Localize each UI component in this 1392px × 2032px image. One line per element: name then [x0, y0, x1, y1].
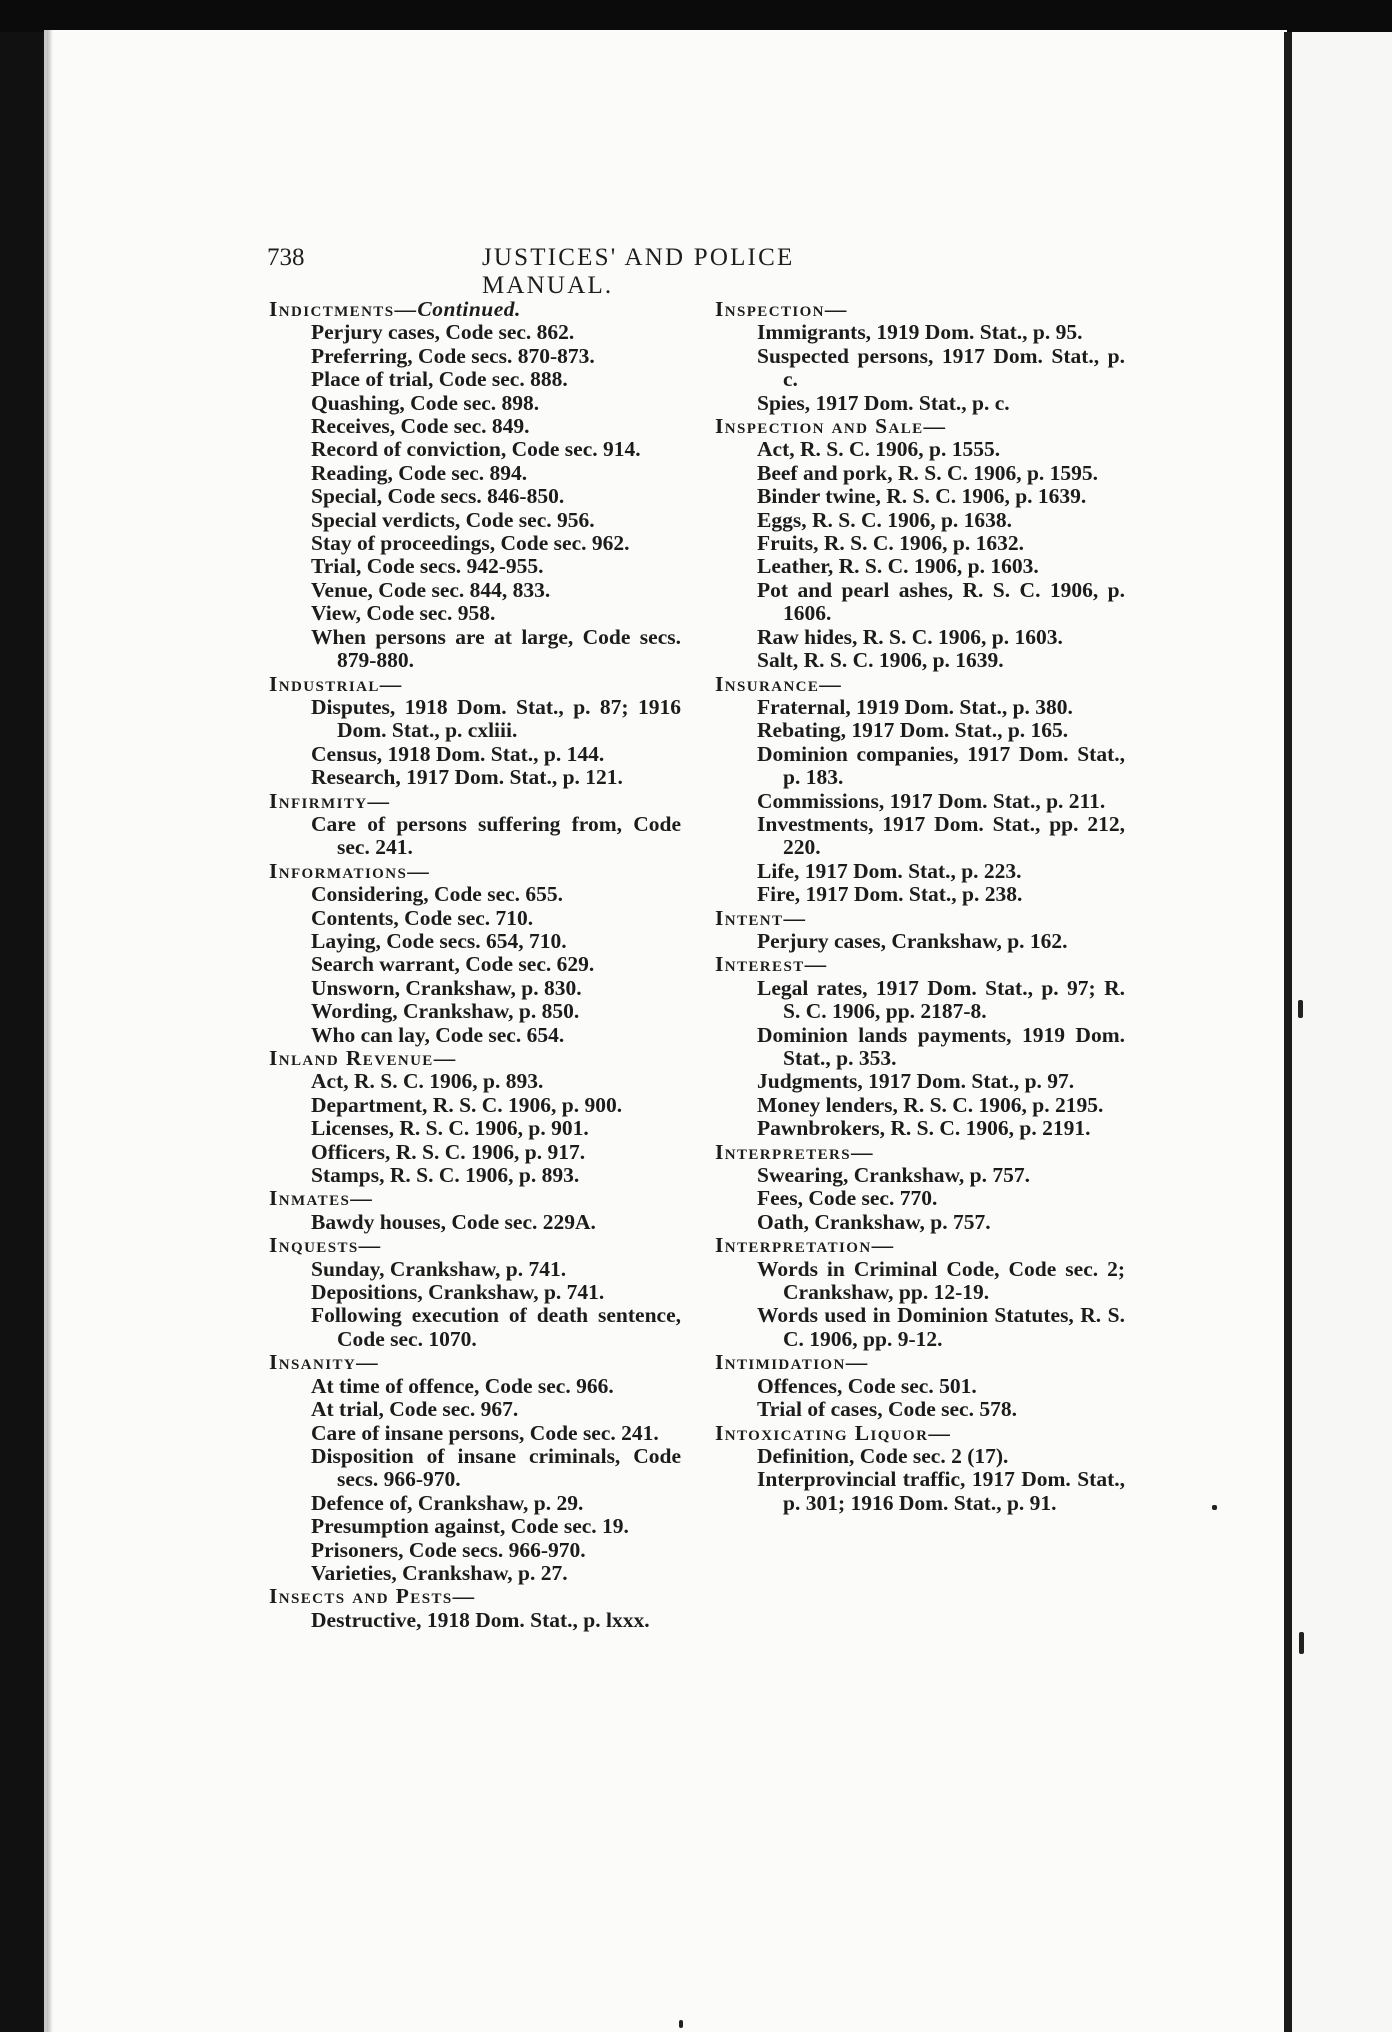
index-subentry: Suspected persons, 1917 Dom. Stat., p. c. [757, 343, 1125, 392]
index-subentry: Perjury cases, Crankshaw, p. 162. [757, 928, 1068, 953]
index-heading [715, 953, 1125, 976]
index-heading-text: Intoxicating Liquor— [715, 1420, 952, 1445]
index-subentry: Interprovincial traffic, 1917 Dom. Stat., p. 301; 1916 Dom. Stat., p. 91. [757, 1467, 1125, 1515]
index-subentry: View, Code sec. 958. [311, 601, 496, 626]
index-subentry: Presumption against, Code sec. 19. [311, 1514, 629, 1539]
index-heading [715, 673, 1125, 696]
index-heading-text: Insanity— [269, 1350, 379, 1375]
scanner-top-border [0, 0, 1392, 32]
index-subentry: Department, R. S. C. 1906, p. 900. [311, 1092, 623, 1117]
index-heading [715, 1234, 1125, 1257]
index-subentry: Preferring, Code secs. 870-873. [311, 343, 595, 368]
index-subentry: Investments, 1917 Dom. Stat., pp. 212, 220. [757, 811, 1125, 860]
index-subentry: Perjury cases, Code sec. 862. [311, 320, 575, 345]
index-subentry: Contents, Code sec. 710. [311, 905, 534, 930]
index-subentry: Dominion lands payments, 1919 Dom. Stat., p. 353. [757, 1022, 1125, 1070]
index-subentry: Trial of cases, Code sec. 578. [757, 1397, 1017, 1422]
running-title: JUSTICES' AND POLICE MANUAL. [482, 244, 795, 299]
index-subentry: Receives, Code sec. 849. [311, 414, 530, 439]
index-heading-text: Inmates— [269, 1186, 374, 1211]
index-subentry: Census, 1918 Dom. Stat., p. 144. [311, 741, 605, 766]
index-heading [269, 1585, 681, 1608]
index-subentry: Defence of, Crankshaw, p. 29. [311, 1490, 584, 1515]
scan-speck [1212, 1505, 1217, 1510]
index-subentry: Place of trial, Code sec. 888. [311, 367, 568, 392]
index-subentry: Words in Criminal Code, Code sec. 2; Crankshaw, pp. 12-19. [757, 1256, 1125, 1305]
index-heading-text: Insects and Pests— [269, 1584, 476, 1609]
index-heading [715, 1351, 1125, 1374]
index-subentry: Act, R. S. C. 1906, p. 893. [311, 1069, 544, 1094]
index-subentry: Venue, Code sec. 844, 833. [311, 577, 551, 602]
page-binding-shadow [47, 30, 53, 2032]
index-subentry: Stamps, R. S. C. 1906, p. 893. [311, 1163, 580, 1188]
index-heading [269, 673, 681, 696]
index-subentry: Wording, Crankshaw, p. 850. [311, 999, 580, 1024]
index-subentry: Spies, 1917 Dom. Stat., p. c. [757, 390, 1010, 415]
index-subentry: Search warrant, Code sec. 629. [311, 952, 595, 977]
index-subentry: Depositions, Crankshaw, p. 741. [311, 1280, 605, 1305]
index-subentry: Record of conviction, Code sec. 914. [311, 437, 641, 462]
index-heading [715, 1141, 1125, 1164]
index-subentry: Act, R. S. C. 1906, p. 1555. [757, 437, 1001, 462]
index-heading [715, 298, 1125, 321]
index-heading [715, 415, 1125, 438]
page-gutter [1284, 32, 1292, 2032]
index-subentry: Disposition of insane criminals, Code secs. 966-970. [311, 1443, 681, 1492]
page-number: 738 [267, 244, 305, 271]
index-subentry: Special verdicts, Code sec. 956. [311, 507, 595, 532]
index-subentry: Bawdy houses, Code sec. 229A. [311, 1209, 596, 1234]
index-subentry: Fruits, R. S. C. 1906, p. 1632. [757, 531, 1024, 556]
index-subentry: Offences, Code sec. 501. [757, 1373, 977, 1398]
index-subentry: Considering, Code sec. 655. [311, 882, 564, 907]
index-heading-text: Interpreters— [715, 1139, 874, 1164]
index-heading-text: Indictments— [269, 297, 418, 321]
index-subentry: Money lenders, R. S. C. 1906, p. 2195. [757, 1092, 1104, 1117]
index-heading-text: Interest— [715, 952, 828, 977]
index-subentry: At trial, Code sec. 967. [311, 1397, 519, 1422]
index-subentry: Raw hides, R. S. C. 1906, p. 1603. [757, 624, 1063, 649]
index-heading-text: Inquests— [269, 1233, 382, 1258]
index-subentry: Unsworn, Crankshaw, p. 830. [311, 975, 582, 1000]
index-subentry: Trial, Code secs. 942-955. [311, 554, 544, 579]
index-heading-text: Inspection— [715, 297, 848, 321]
index-column-left [269, 298, 681, 1632]
index-subentry: Research, 1917 Dom. Stat., p. 121. [311, 765, 623, 790]
index-subentry: Destructive, 1918 Dom. Stat., p. lxxx. [311, 1607, 650, 1632]
index-subentry: Judgments, 1917 Dom. Stat., p. 97. [757, 1069, 1075, 1094]
index-subentry: Who can lay, Code sec. 654. [311, 1022, 565, 1047]
index-subentry: Disputes, 1918 Dom. Stat., p. 87; 1916 Dom. Stat., p. cxliii. [311, 694, 681, 743]
index-subentry: Legal rates, 1917 Dom. Stat., p. 97; R. S. C. 1906, pp. 2187-8. [757, 975, 1125, 1024]
scan-speck [1298, 1000, 1303, 1018]
index-subentry: Commissions, 1917 Dom. Stat., p. 211. [757, 788, 1106, 813]
index-heading [269, 860, 681, 883]
index-subentry: Binder twine, R. S. C. 1906, p. 1639. [757, 484, 1087, 509]
index-heading [269, 790, 681, 813]
index-subentry: Beef and pork, R. S. C. 1906, p. 1595. [757, 460, 1099, 485]
index-heading-text: Informations— [269, 858, 431, 883]
index-subentry: At time of offence, Code sec. 966. [311, 1373, 614, 1398]
index-heading [269, 1234, 681, 1257]
index-subentry: Dominion companies, 1917 Dom. Stat., p. 183. [757, 741, 1125, 790]
index-heading-text: Inspection and Sale— [715, 414, 947, 439]
index-subentry: Reading, Code sec. 894. [311, 460, 528, 485]
index-subentry: Quashing, Code sec. 898. [311, 390, 540, 415]
index-subentry: Salt, R. S. C. 1906, p. 1639. [757, 648, 1004, 673]
index-subentry: Fees, Code sec. 770. [757, 1186, 938, 1211]
index-subentry: Fraternal, 1919 Dom. Stat., p. 380. [757, 694, 1073, 719]
index-heading-text: Insurance— [715, 671, 843, 696]
index-subentry: Sunday, Crankshaw, p. 741. [311, 1256, 567, 1281]
index-subentry: Leather, R. S. C. 1906, p. 1603. [757, 554, 1039, 579]
index-subentry: Oath, Crankshaw, p. 757. [757, 1209, 991, 1234]
running-header [267, 244, 907, 299]
index-subentry: Pawnbrokers, R. S. C. 1906, p. 2191. [757, 1116, 1091, 1141]
index-subentry: Words used in Dominion Statutes, R. S. C. 1906, pp. 9-12. [757, 1303, 1125, 1351]
index-subentry: Care of persons suffering from, Code sec. 241. [311, 811, 681, 860]
index-heading-text: Infirmity— [269, 788, 391, 813]
index-subentry: Stay of proceedings, Code sec. 962. [311, 531, 630, 556]
index-subentry: Swearing, Crankshaw, p. 757. [757, 1163, 1030, 1188]
scan-speck [1299, 1632, 1304, 1654]
index-subentry: Laying, Code secs. 654, 710. [311, 928, 567, 953]
index-subentry: Care of insane persons, Code sec. 241. [311, 1420, 659, 1445]
index-subentry: Fire, 1917 Dom. Stat., p. 238. [757, 882, 1023, 907]
adjacent-page-edge [1292, 32, 1392, 2032]
index-subentry: Officers, R. S. C. 1906, p. 917. [311, 1139, 586, 1164]
index-heading [715, 907, 1125, 930]
index-subentry: Rebating, 1917 Dom. Stat., p. 165. [757, 718, 1069, 743]
index-heading [269, 1187, 681, 1210]
index-subentry: Varieties, Crankshaw, p. 27. [311, 1560, 568, 1585]
index-subentry: Licenses, R. S. C. 1906, p. 901. [311, 1116, 589, 1141]
index-heading [269, 1047, 681, 1070]
index-subentry: Life, 1917 Dom. Stat., p. 223. [757, 858, 1022, 883]
index-heading-text: Inland Revenue— [269, 1046, 457, 1070]
index-subentry: Special, Code secs. 846-850. [311, 484, 565, 509]
index-heading-text: Interpretation— [715, 1233, 895, 1258]
index-heading-text: Intimidation— [715, 1350, 869, 1375]
index-heading [715, 1422, 1125, 1445]
index-subentry: Eggs, R. S. C. 1906, p. 1638. [757, 507, 1013, 532]
continued-label: Continued. [417, 297, 521, 321]
index-subentry: Immigrants, 1919 Dom. Stat., p. 95. [757, 320, 1083, 345]
index-subentry: Pot and pearl ashes, R. S. C. 1906, p. 1606. [757, 577, 1125, 626]
index-heading [269, 1351, 681, 1374]
index-heading [269, 298, 681, 321]
index-subentry: Prisoners, Code secs. 966-970. [311, 1537, 586, 1562]
index-subentry: Definition, Code sec. 2 (17). [757, 1443, 1009, 1468]
scan-speck [679, 2020, 683, 2028]
index-subentry: Following execution of death sentence, Code sec. 1070. [311, 1303, 681, 1351]
index-column-right [715, 298, 1125, 1515]
index-heading-text: Industrial— [269, 671, 403, 696]
index-subentry: When persons are at large, Code secs. 879-880. [311, 624, 681, 673]
index-heading-text: Intent— [715, 905, 807, 930]
